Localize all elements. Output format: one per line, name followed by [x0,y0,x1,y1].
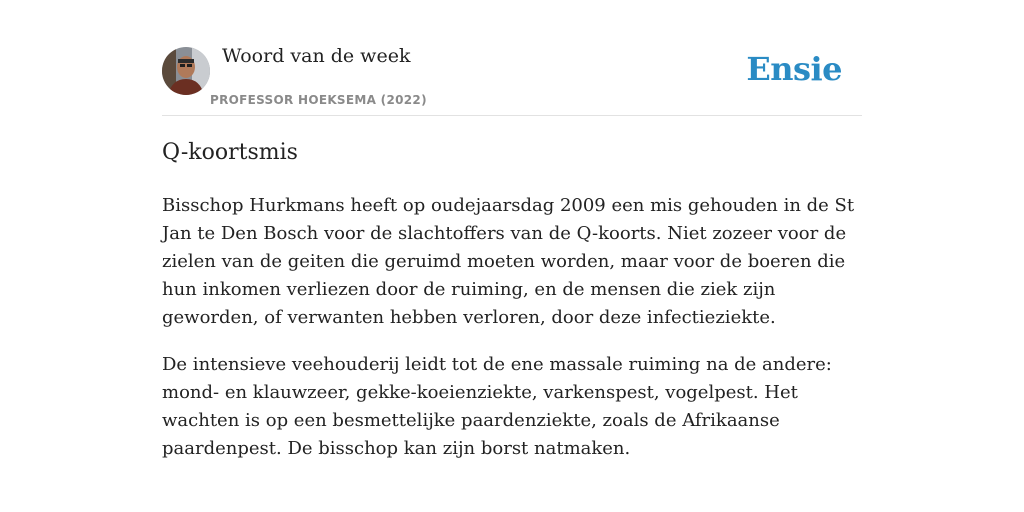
series-title[interactable]: Woord van de week [222,45,411,67]
author-byline[interactable]: PROFESSOR HOEKSEMA (2022) [210,93,427,107]
article-header [162,0,862,116]
article-container [162,0,862,459]
brand-logo[interactable]: Ensie [746,50,842,88]
article-paragraph: De intensieve veehouderij leidt tot de ene massale ruiming na de andere: mond- en klauwzeer, gekke-koeienziekte, varkenspest, vogelpest. Het wachten is op een besmettelijke paardenziekte, zoals de Afrikaanse paardenpest. De bisschop kan zijn borst natmaken. [162,354,832,459]
author-photo-icon [162,47,210,95]
article-paragraph: Bisschop Hurkmans heeft op oudejaarsdag 2009 een mis gehouden in de St Jan te Den Bosch voor de slachtoffers van de Q-koorts. Niet zozeer voor de zielen van de geiten die geruimd moeten worden, maar voor de boeren die hun inkomen verliezen door de ruiming, en de mensen die ziek zijn geworden, of verwanten hebben verloren, door deze infectieziekte. [162,195,855,328]
article-title: Q-koortsmis [162,140,298,165]
author-avatar[interactable] [162,47,210,95]
